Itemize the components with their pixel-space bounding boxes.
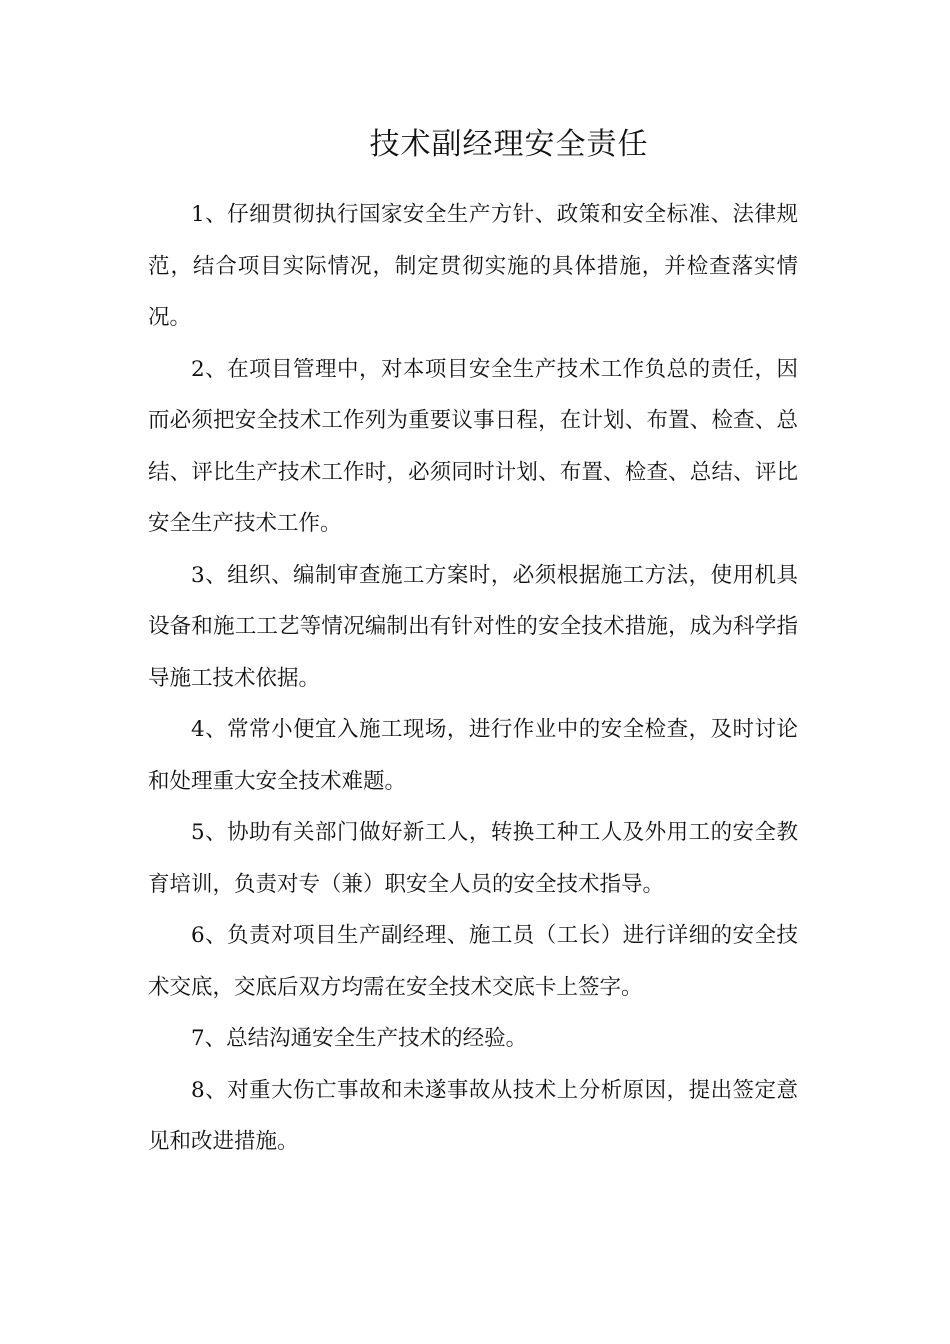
- paragraph-3: 3、组织、编制审查施工方案时，必须根据施工方法，使用机具设备和施工工艺等情况编制出有针对性的安全技术措施，成为科学指导施工技术依据。: [148, 562, 798, 691]
- paragraph-2: 2、在项目管理中，对本项目安全生产技术工作负总的责任，因而必须把安全技术工作列为重要议事日程，在计划、布置、检查、总结、评比生产技术工作时，必须同时计划、布置、检查、总结、评比安全生产技术工作。: [148, 356, 798, 536]
- paragraph-6: 6、负责对项目生产副经理、施工员（工长）进行详细的安全技术交底，交底后双方均需在安全技术交底卡上签字。: [148, 923, 798, 1000]
- document-title: 技术副经理安全责任: [369, 127, 649, 162]
- paragraph-1: 1、仔细贯彻执行国家安全生产方针、政策和安全标准、法律规范，结合项目实际情况，制定贯彻实施的具体措施，并检查落实情况。: [148, 202, 798, 330]
- paragraph-8: 8、对重大伤亡事故和未遂事故从技术上分析原因，提出签定意见和改进措施。: [148, 1077, 798, 1154]
- document-body: [148, 189, 798, 1168]
- paragraph-7: 7、总结沟通安全生产技术的经验。: [191, 1026, 528, 1051]
- paragraph-4: 4、常常小便宜入施工现场，进行作业中的安全检查，及时讨论和处理重大安全技术难题。: [148, 717, 798, 794]
- paragraph-5: 5、协助有关部门做好新工人，转换工种工人及外用工的安全教育培训，负责对专（兼）职安全人员的安全技术指导。: [148, 820, 798, 897]
